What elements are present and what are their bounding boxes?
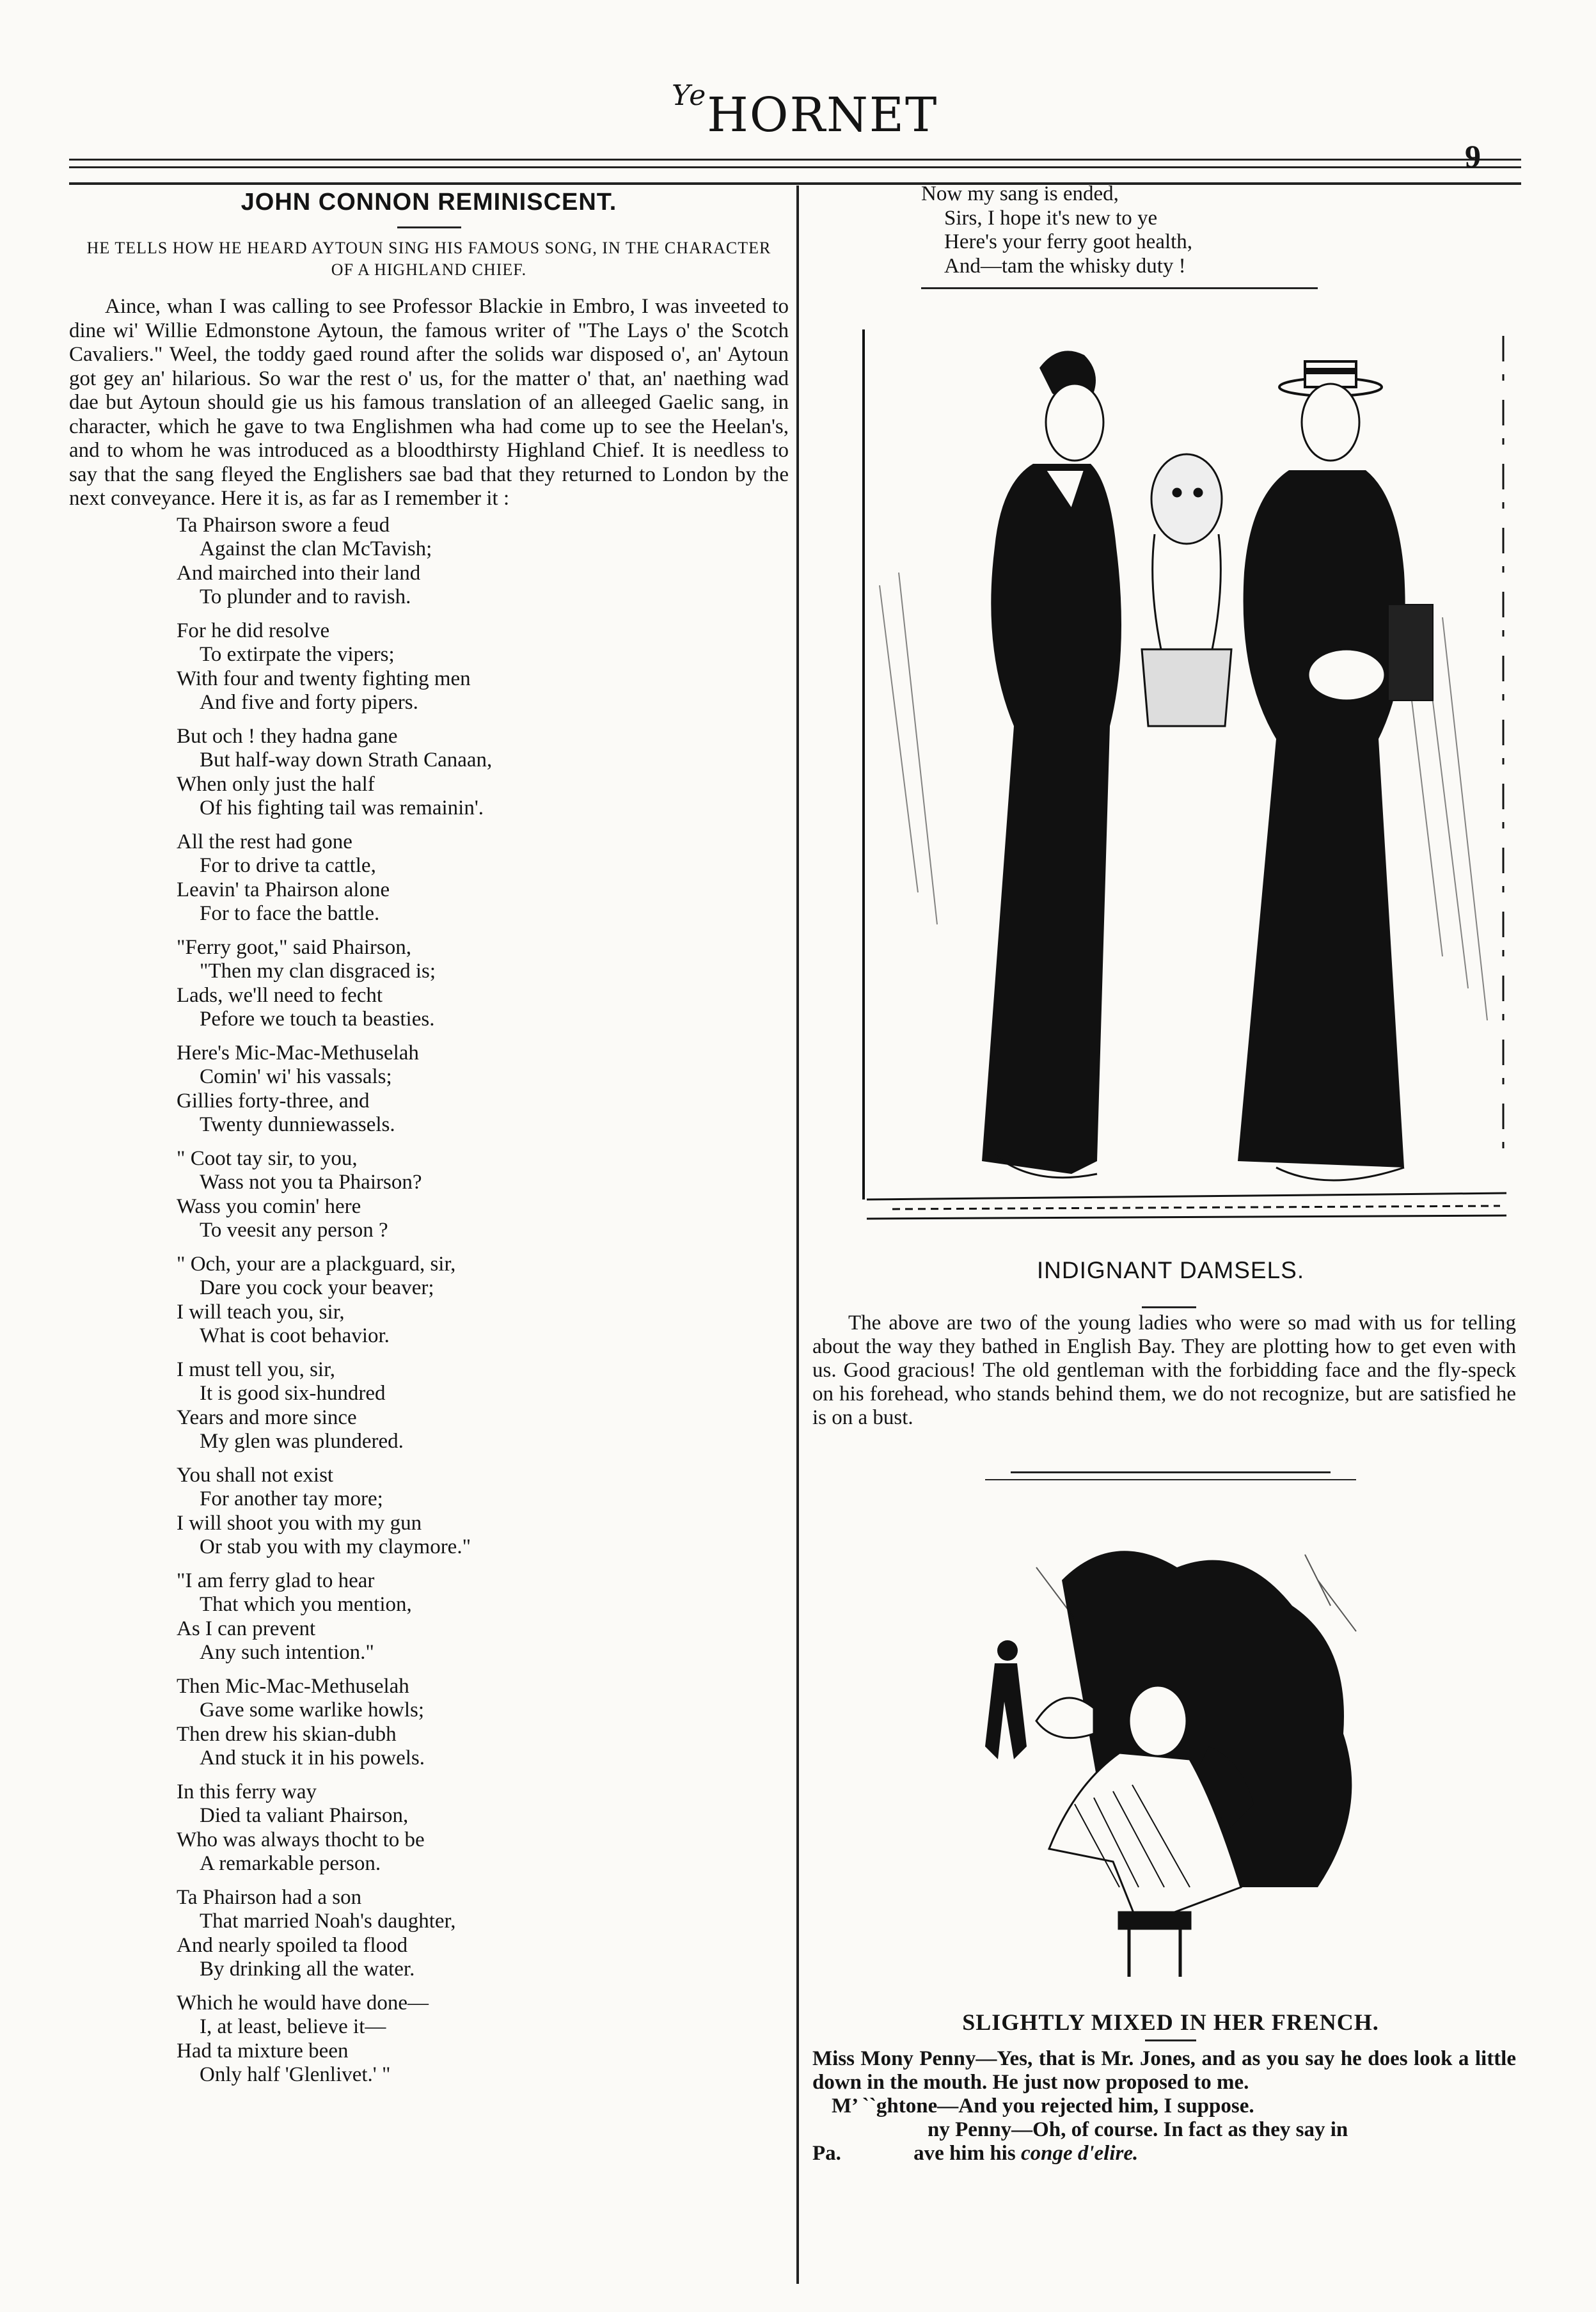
poem-line: Sirs, I hope it's new to ye: [944, 206, 1158, 230]
poem-line: And nearly spoiled ta flood: [177, 1933, 408, 1957]
poem-line: Or stab you with my claymore.": [200, 1535, 471, 1558]
poem-line: To plunder and to ravish.: [200, 585, 411, 608]
poem-line: To extirpate the vipers;: [200, 643, 395, 666]
cartoon1-text: The above are two of the young ladies who were so mad with us for telling about the way they bathed in English Bay. They are plotting how to get even with us. Good gracious! The old gentleman with the forbidding face and the fly-speck on his forehead, who stands behind them, we do not recognize, but are satisfied he is on a bust.: [812, 1311, 1516, 1429]
mixed-french-illustration: [908, 1529, 1395, 1990]
poem-line: Had ta mixture been: [177, 2039, 349, 2063]
article-intro: Aince, whan I was calling to see Professor Blackie in Embro, I was inveeted to dine wi' Willie Edmonstone Aytoun, the famous writer of "The Lays o' the Scotch Cavaliers." Weel, the toddy gaed round after the solids war disposed o', an' Aytoun got gey an' hilarious. So war the rest o' us, for the matter o' that, an' naething wad dae but Aytoun should gie us his famous translation of an alleeged Gaelic sang, in character, which he gave to twa Englishmen wha had come up to see the Heelan's, and to whom he was introduced as a bloodthirsty Highland Chief. It is needless to say that the sang fleyed the Englishers sae bad that they returned to London by the next conveyance. Here it is, as far as I remember it :: [69, 295, 789, 510]
poem-line: And five and forty pipers.: [200, 691, 418, 714]
section-rule-2: [985, 1479, 1356, 1480]
poem-line: Here's your ferry goot health,: [944, 230, 1193, 253]
poem-line: Only half 'Glenlivet.' ": [200, 2063, 391, 2086]
dialogue-line-4-italic: conge d'elire.: [1020, 2142, 1139, 2165]
poem-line: But och ! they hadna gane: [177, 724, 398, 748]
song-ending: [921, 182, 1516, 278]
poem-line: Then drew his skian-dubh: [177, 1722, 397, 1746]
stanza: [177, 1675, 789, 1771]
header-rule-mid: [69, 166, 1521, 168]
cartoon1-caption-rule: [1142, 1306, 1196, 1308]
poem-line: To veesit any person ?: [200, 1219, 388, 1242]
poem-line: Wass not you ta Phairson?: [200, 1171, 422, 1194]
poem-line: I must tell you, sir,: [177, 1358, 335, 1381]
poem-line: Pefore we touch ta beasties.: [200, 1008, 435, 1031]
stanza: [177, 619, 789, 715]
poem-line: Who was always thocht to be: [177, 1828, 425, 1851]
poem-line: " Och, your are a plackguard, sir,: [177, 1252, 456, 1276]
poem-line: Died ta valiant Phairson,: [200, 1804, 409, 1827]
poem-line: In this ferry way: [177, 1780, 317, 1803]
poem-line: Ta Phairson swore a feud: [177, 513, 390, 537]
poem-line: Any such intention.": [200, 1641, 374, 1664]
poem-line: That married Noah's daughter,: [200, 1910, 456, 1933]
poem: [177, 514, 789, 2087]
article-right-column: [812, 182, 1516, 289]
poem-line: Years and more since: [177, 1405, 357, 1429]
poem-line: "Ferry goot," said Phairson,: [177, 935, 411, 959]
poem-line: Gave some warlike howls;: [200, 1698, 424, 1722]
masthead-title: HORNET: [707, 88, 938, 143]
title-rule: [397, 226, 461, 228]
poem-line: Of his fighting tail was remainin'.: [200, 796, 484, 819]
poem-line: For to drive ta cattle,: [200, 854, 376, 877]
poem-line: Here's Mic-Mac-Methuselah: [177, 1041, 419, 1065]
indignant-damsels-illustration: [828, 317, 1519, 1241]
poem-line: Then Mic-Mac-Methuselah: [177, 1674, 409, 1698]
cartoon2-caption: SLIGHTLY MIXED IN HER FRENCH.: [962, 2009, 1379, 2035]
stanza: [177, 725, 789, 821]
poem-line: But half-way down Strath Canaan,: [200, 748, 493, 772]
poem-line: And stuck it in his powels.: [200, 1746, 425, 1770]
poem-line: Wass you comin' here: [177, 1194, 361, 1218]
poem-line: And mairched into their land: [177, 561, 421, 585]
stanza: [177, 1991, 789, 2087]
page-number: 9: [1465, 138, 1481, 174]
stanza: [177, 1041, 789, 1137]
dialogue-line-4: [812, 2142, 1516, 2166]
cartoon1-caption: INDIGNANT DAMSELS.: [1036, 1257, 1305, 1283]
poem-line: Lads, we'll need to fecht: [177, 983, 383, 1007]
dialogue-line-3: ny Penny—Oh, of course. In fact as they say in: [928, 2118, 1348, 2141]
poem-line: Against the clan McTavish;: [200, 537, 432, 560]
poem-line: For to face the battle.: [200, 902, 380, 925]
poem-line: My glen was plundered.: [200, 1430, 404, 1453]
stanza: [177, 1358, 789, 1454]
poem-line: By drinking all the water.: [200, 1958, 415, 1981]
poem-line: Ta Phairson had a son: [177, 1885, 362, 1909]
poem-line: "I am ferry glad to hear: [177, 1569, 375, 1592]
poem-line: When only just the half: [177, 772, 375, 796]
stanza: [177, 514, 789, 610]
poem-line: A remarkable person.: [200, 1852, 381, 1875]
poem-line: For another tay more;: [200, 1487, 383, 1510]
poem-line: Comin' wi' his vassals;: [200, 1065, 392, 1088]
stanza: [177, 1464, 789, 1560]
poem-line: I, at least, believe it—: [200, 2015, 386, 2038]
poem-line: " Coot tay sir, to you,: [177, 1146, 358, 1170]
header-rule-top: [69, 159, 1521, 161]
stanza: [177, 1780, 789, 1876]
poem-line: For he did resolve: [177, 619, 330, 642]
poem-line: Gillies forty-three, and: [177, 1089, 370, 1112]
poem-line: Which he would have done—: [177, 1991, 429, 2015]
article-title: JOHN CONNON REMINISCENT.: [241, 189, 617, 216]
poem-line: I will teach you, sir,: [177, 1300, 345, 1324]
stanza: [177, 830, 789, 926]
poem-line: I will shoot you with my gun: [177, 1511, 422, 1535]
poem-line: Now my sang is ended,: [921, 182, 1119, 205]
masthead-ye: Ye: [672, 79, 707, 112]
song-end-rule: [921, 287, 1318, 289]
poem-line: Twenty dunniewassels.: [200, 1113, 395, 1136]
dialogue-line-4-prefix: Pa.: [812, 2142, 841, 2165]
poem-line: You shall not exist: [177, 1463, 334, 1487]
stanza: [177, 936, 789, 1032]
stanza: [177, 1147, 789, 1243]
dialogue-line-2: M’ ``ghtone—And you rejected him, I suppose.: [832, 2094, 1254, 2118]
poem-line: It is good six-hundred: [200, 1382, 386, 1405]
column-divider: [796, 186, 799, 2284]
masthead-logo: [672, 61, 938, 170]
dialogue-line-4-text: ave him his: [913, 2142, 1016, 2165]
poem-line: All the rest had gone: [177, 830, 352, 853]
poem-line: That which you mention,: [200, 1593, 412, 1616]
poem-line: What is coot behavior.: [200, 1324, 390, 1347]
cartoon2-dialogue: [812, 2047, 1516, 2166]
poem-line: Dare you cock your beaver;: [200, 1276, 434, 1299]
poem-line: Leavin' ta Phairson alone: [177, 878, 390, 901]
stanza: [177, 1886, 789, 1982]
poem-line: As I can prevent: [177, 1617, 316, 1640]
stanza: [177, 1569, 789, 1665]
dialogue-line-1: Miss Mony Penny—Yes, that is Mr. Jones, and as you say he does look a little down in the mouth. He just now proposed to me.: [812, 2047, 1516, 2094]
article-left-column: [69, 189, 789, 2097]
poem-line: With four and twenty fighting men: [177, 667, 471, 690]
stanza: [177, 1253, 789, 1349]
poem-line: "Then my clan disgraced is;: [200, 960, 436, 983]
cartoon2-caption-rule: [1145, 2039, 1196, 2041]
article-subtitle: HE TELLS HOW HE HEARD AYTOUN SING HIS FAMOUS SONG, IN THE CHARACTER OF A HIGHLAND CHIEF.: [86, 239, 771, 279]
poem-line: And—tam the whisky duty !: [944, 254, 1186, 278]
section-rule: [1011, 1471, 1331, 1473]
